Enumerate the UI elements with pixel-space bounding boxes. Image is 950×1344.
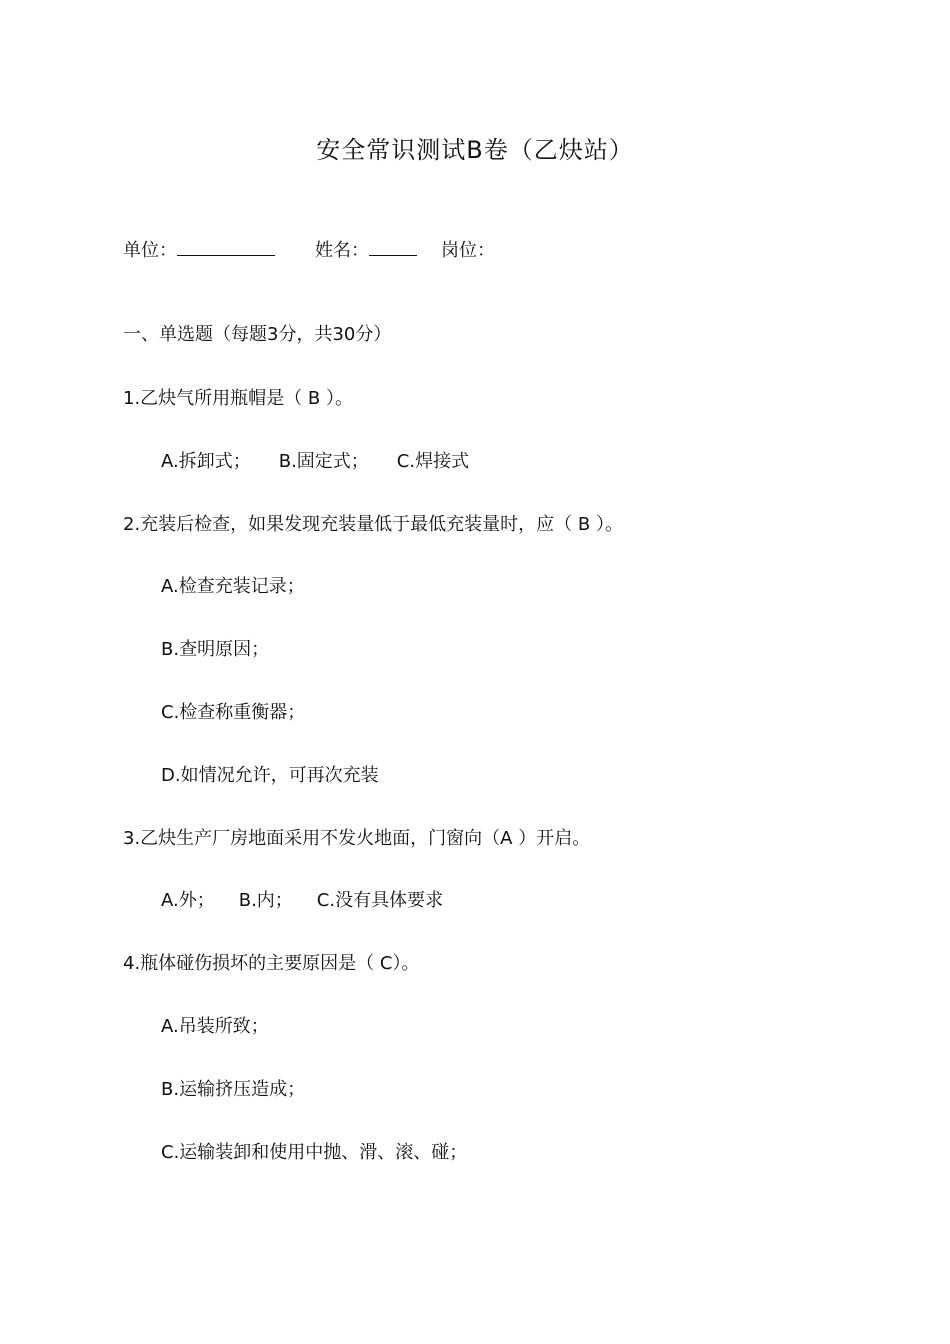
name-label: 姓名： — [315, 240, 369, 261]
question-3-stem: 3.乙炔生产厂房地面采用不发火地面，门窗向（A ）开启。 — [123, 828, 591, 849]
document-title: 安全常识测试B卷（乙炔站） — [316, 136, 634, 164]
question-3-option-b: B.内； — [238, 890, 293, 911]
info-row — [123, 237, 495, 264]
question-3-option-a: A.外； — [161, 890, 215, 911]
question-2-option-c: C.检查称重衡器； — [161, 702, 306, 723]
question-4-option-b: B.运输挤压造成； — [161, 1079, 306, 1100]
question-2-option-a: A.检查充装记录； — [161, 576, 305, 597]
question-3-options — [161, 888, 443, 914]
unit-field — [123, 237, 275, 264]
unit-label: 单位： — [123, 240, 177, 261]
question-3-option-c: C.没有具体要求 — [316, 890, 444, 911]
question-1-option-b: B.固定式； — [278, 451, 369, 472]
section-heading: 一、单选题（每题3分，共30分） — [123, 324, 392, 345]
post-label: 岗位： — [441, 240, 495, 261]
question-1-option-c: C.焊接式 — [396, 451, 470, 472]
question-2-option-b: B.查明原因； — [161, 639, 270, 660]
question-4-stem: 4.瓶体碰伤损坏的主要原因是（ C）。 — [123, 953, 420, 974]
question-1-option-a: A.拆卸式； — [161, 451, 251, 472]
post-field — [441, 238, 495, 264]
name-field — [315, 237, 417, 264]
question-4-option-a: A.吊装所致； — [161, 1016, 269, 1037]
question-1-options — [161, 449, 469, 475]
unit-blank — [177, 237, 275, 256]
name-blank — [369, 237, 417, 256]
question-2-option-d: D.如情况允许，可再次充装 — [161, 765, 379, 786]
question-4-option-c: C.运输装卸和使用中抛、滑、滚、碰； — [161, 1142, 468, 1163]
question-1-stem: 1.乙炔气所用瓶帽是（ B ）。 — [123, 388, 353, 409]
question-2-stem: 2.充装后检查，如果发现充装量低于最低充装量时，应（ B ）。 — [123, 514, 623, 535]
